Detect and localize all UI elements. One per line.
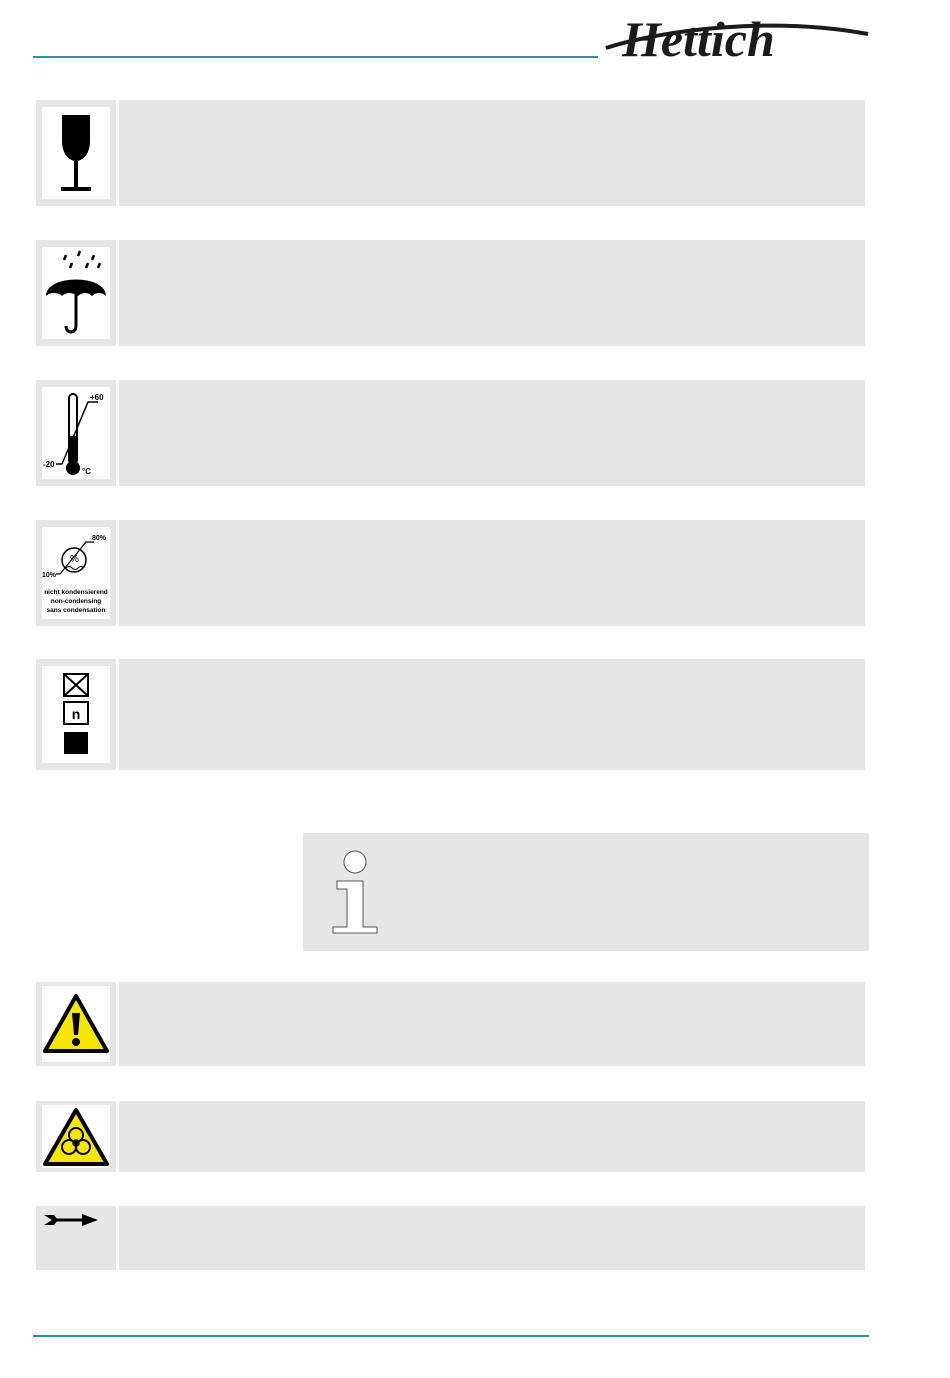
general-warning-icon: [42, 993, 110, 1055]
humidity-center-label: %: [70, 554, 79, 565]
hint-description: [119, 1206, 865, 1270]
keep-dry-umbrella-icon: [44, 250, 108, 336]
hazard-description: [119, 1101, 865, 1172]
stacking-limit-icon: [56, 670, 96, 760]
humidity-limit-icon: [42, 528, 110, 618]
hint-row-arrow: [36, 1206, 865, 1270]
temp-low-label: -20: [43, 460, 55, 469]
humidity-low-label: 10%: [42, 572, 57, 579]
symbol-description: [119, 100, 865, 206]
symbol-row-temperature: [36, 380, 865, 486]
footer-rule: [33, 1335, 869, 1337]
humidity-note-en: non-condensing: [50, 598, 102, 605]
symbol-description: [119, 659, 865, 770]
symbol-description: [119, 240, 865, 346]
symbol-description: [119, 380, 865, 486]
arrow-right-icon: [42, 1212, 100, 1228]
info-note: [303, 833, 869, 951]
humidity-high-label: 80%: [92, 535, 107, 542]
symbol-row-humidity: [36, 520, 865, 626]
hazard-row-biohazard: [36, 1101, 865, 1172]
symbol-row-fragile: [36, 100, 865, 206]
temperature-limit-icon: [42, 388, 110, 478]
symbol-row-keep-dry: [36, 240, 865, 346]
stack-label: n: [71, 705, 81, 722]
hazard-row-warning: [36, 982, 865, 1066]
info-icon: [331, 849, 379, 937]
fragile-glass-icon: [48, 111, 104, 195]
humidity-note-fr: sans condensation: [46, 607, 106, 614]
logo-text: Hettich: [622, 11, 775, 64]
symbol-description: [119, 520, 865, 626]
symbol-row-stacking: [36, 659, 865, 770]
hazard-description: [119, 982, 865, 1066]
temp-high-label: +60: [90, 393, 104, 402]
header-rule: [33, 56, 598, 58]
hettich-logo: [602, 8, 870, 64]
temp-unit-label: °C: [82, 467, 91, 476]
humidity-note-de: nicht kondensierend: [44, 589, 108, 596]
biohazard-warning-icon: [42, 1107, 110, 1167]
